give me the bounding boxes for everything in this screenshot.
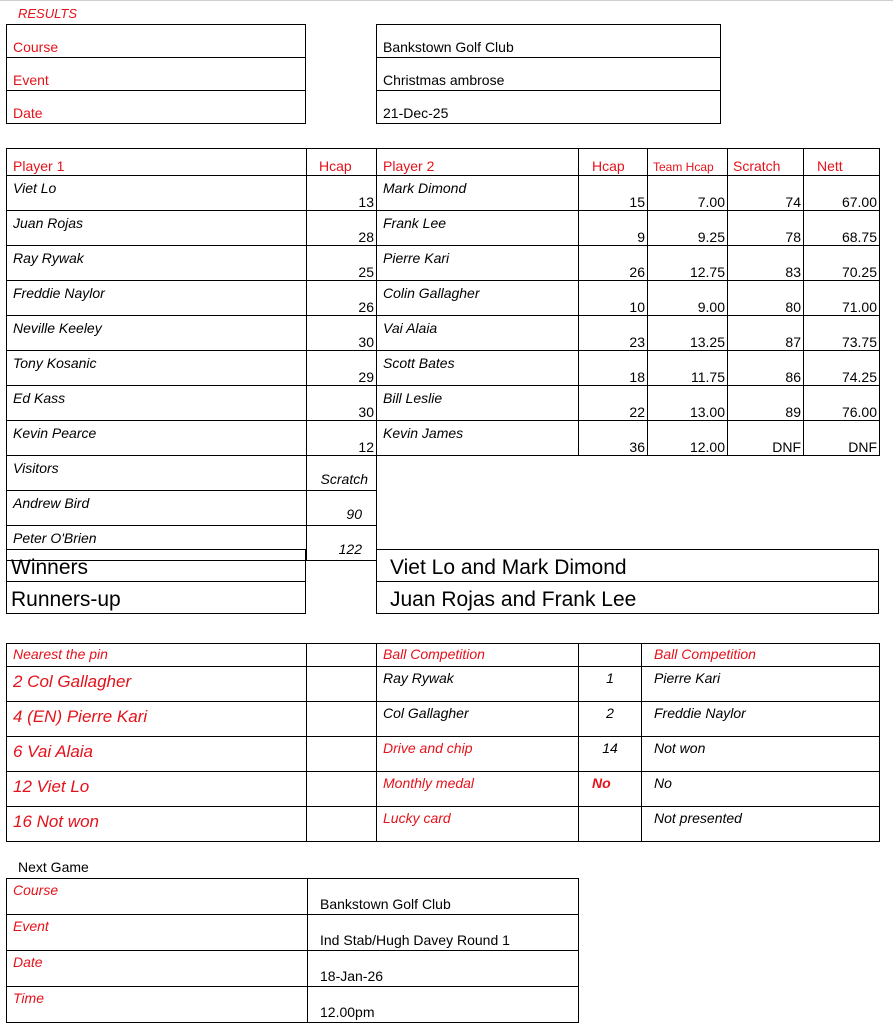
nearest-pin-entry: 2 Col Gallagher	[7, 667, 307, 702]
nett-score: 76.00	[804, 386, 880, 421]
scratch-score: 83	[728, 246, 804, 281]
nearest-pin-entry: 12 Viet Lo	[7, 772, 307, 807]
next-time-label: Time	[7, 987, 308, 1023]
ball-competition-place: 2	[579, 702, 642, 737]
player1-hcap: 12	[307, 421, 377, 456]
player1-name: Ed Kass	[7, 386, 307, 421]
next-course-value: Bankstown Golf Club	[308, 879, 579, 915]
lucky-card-result: Not presented	[642, 807, 880, 842]
table-row	[7, 176, 880, 211]
player2-hcap: 9	[579, 211, 648, 246]
table-row	[7, 421, 880, 456]
team-hcap: 13.00	[648, 386, 728, 421]
visitors-scratch-label: Scratch	[307, 456, 377, 491]
nett-score: 68.75	[804, 211, 880, 246]
player2-hcap: 36	[579, 421, 648, 456]
runners-up-label: Runners-up	[7, 582, 306, 614]
scratch-score: 80	[728, 281, 804, 316]
table-row	[7, 281, 880, 316]
nearest-pin-entry: 6 Vai Alaia	[7, 737, 307, 772]
player2-name: Scott Bates	[377, 351, 579, 386]
player2-name: Colin Gallagher	[377, 281, 579, 316]
visitors-header-row	[7, 456, 880, 491]
team-hcap: 9.25	[648, 211, 728, 246]
winners-labels-table	[6, 549, 306, 614]
drive-and-chip-result: Not won	[642, 737, 880, 772]
player2-hcap: 26	[579, 246, 648, 281]
team-hcap: 9.00	[648, 281, 728, 316]
nearest-pin-entry: 16 Not won	[7, 807, 307, 842]
scratch-score: 89	[728, 386, 804, 421]
nett-score: 67.00	[804, 176, 880, 211]
results-heading: RESULTS	[18, 6, 77, 21]
runners-up-value: Juan Rojas and Frank Lee	[377, 582, 879, 614]
ball-competition-name-2: Freddie Naylor	[642, 702, 880, 737]
ball-competition-header: Ball Competition	[377, 644, 579, 667]
course-value: Bankstown Golf Club	[377, 25, 721, 58]
ball-competition-name: Ray Rywak	[377, 667, 579, 702]
monthly-medal-flag: No	[579, 772, 642, 807]
player1-name: Juan Rojas	[7, 211, 307, 246]
table-row	[7, 351, 880, 386]
table-row	[7, 737, 880, 772]
scratch-score: 74	[728, 176, 804, 211]
table-row	[7, 772, 880, 807]
date-value: 21-Dec-25	[377, 91, 721, 124]
ball-competition-header-2: Ball Competition	[642, 644, 880, 667]
next-game-title: Next Game	[18, 859, 89, 875]
next-time-value: 12.00pm	[308, 987, 579, 1023]
event-values-table	[376, 24, 721, 124]
event-labels-table	[6, 24, 306, 124]
player2-name: Vai Alaia	[377, 316, 579, 351]
ball-competition-place: 1	[579, 667, 642, 702]
visitor-name: Andrew Bird	[7, 491, 307, 526]
prizes-header-row	[7, 644, 880, 667]
winners-value: Viet Lo and Mark Dimond	[377, 550, 879, 582]
team-hcap: 7.00	[648, 176, 728, 211]
table-row	[7, 316, 880, 351]
next-game-table	[6, 878, 579, 1023]
player1-name: Kevin Pearce	[7, 421, 307, 456]
nearest-pin-entry: 4 (EN) Pierre Kari	[7, 702, 307, 737]
col-player2: Player 2	[377, 149, 579, 176]
player1-name: Tony Kosanic	[7, 351, 307, 386]
player1-hcap: 30	[307, 386, 377, 421]
player1-hcap: 30	[307, 316, 377, 351]
ball-competition-name: Col Gallagher	[377, 702, 579, 737]
next-course-label: Course	[7, 879, 308, 915]
visitor-scratch: 90	[307, 491, 377, 526]
player1-name: Viet Lo	[7, 176, 307, 211]
table-row	[7, 211, 880, 246]
nett-score: 70.25	[804, 246, 880, 281]
drive-and-chip-hole: 14	[579, 737, 642, 772]
table-row	[7, 386, 880, 421]
player2-name: Frank Lee	[377, 211, 579, 246]
next-date-label: Date	[7, 951, 308, 987]
team-hcap: 12.75	[648, 246, 728, 281]
table-row	[7, 491, 880, 526]
next-date-value: 18-Jan-26	[308, 951, 579, 987]
player1-hcap: 13	[307, 176, 377, 211]
monthly-medal-label: Monthly medal	[377, 772, 579, 807]
team-hcap: 11.75	[648, 351, 728, 386]
event-label: Event	[7, 58, 306, 91]
event-value: Christmas ambrose	[377, 58, 721, 91]
nett-score: DNF	[804, 421, 880, 456]
player1-hcap: 29	[307, 351, 377, 386]
lucky-card-label: Lucky card	[377, 807, 579, 842]
top-divider	[0, 0, 893, 1]
table-row	[7, 667, 880, 702]
player1-hcap: 26	[307, 281, 377, 316]
col-hcap2: Hcap	[579, 149, 648, 176]
player2-name: Bill Leslie	[377, 386, 579, 421]
player2-hcap: 18	[579, 351, 648, 386]
player2-hcap: 23	[579, 316, 648, 351]
player1-name: Neville Keeley	[7, 316, 307, 351]
col-hcap1: Hcap	[307, 149, 377, 176]
player2-hcap: 10	[579, 281, 648, 316]
next-event-value: Ind Stab/Hugh Davey Round 1	[308, 915, 579, 951]
monthly-medal-result: No	[642, 772, 880, 807]
drive-and-chip-label: Drive and chip	[377, 737, 579, 772]
player2-hcap: 22	[579, 386, 648, 421]
date-label: Date	[7, 91, 306, 124]
winners-label: Winners	[7, 550, 306, 582]
scratch-score: 87	[728, 316, 804, 351]
scratch-score: 78	[728, 211, 804, 246]
team-hcap: 12.00	[648, 421, 728, 456]
team-hcap: 13.25	[648, 316, 728, 351]
nearest-pin-header: Nearest the pin	[7, 644, 307, 667]
player2-hcap: 15	[579, 176, 648, 211]
results-header-row	[7, 149, 880, 176]
player2-name: Mark Dimond	[377, 176, 579, 211]
nett-score: 73.75	[804, 316, 880, 351]
col-scratch: Scratch	[728, 149, 804, 176]
col-player1: Player 1	[7, 149, 307, 176]
table-row	[7, 246, 880, 281]
course-label: Course	[7, 25, 306, 58]
nett-score: 71.00	[804, 281, 880, 316]
scratch-score: DNF	[728, 421, 804, 456]
lucky-card-value	[579, 807, 642, 842]
ball-competition-name-2: Pierre Kari	[642, 667, 880, 702]
col-nett: Nett	[804, 149, 880, 176]
table-row	[7, 702, 880, 737]
visitors-label: Visitors	[7, 456, 307, 491]
visitor-name: Peter O'Brien	[7, 526, 307, 561]
player1-hcap: 28	[307, 211, 377, 246]
player1-name: Ray Rywak	[7, 246, 307, 281]
visitor-scratch: 122	[307, 526, 377, 561]
player1-name: Freddie Naylor	[7, 281, 307, 316]
col-team-hcap: Team Hcap	[648, 149, 728, 176]
results-table	[6, 148, 880, 561]
player2-name: Kevin James	[377, 421, 579, 456]
next-event-label: Event	[7, 915, 308, 951]
nett-score: 74.25	[804, 351, 880, 386]
player2-name: Pierre Kari	[377, 246, 579, 281]
table-row	[7, 807, 880, 842]
winners-values-table	[376, 549, 879, 614]
prizes-table	[6, 643, 880, 842]
scratch-score: 86	[728, 351, 804, 386]
player1-hcap: 25	[307, 246, 377, 281]
